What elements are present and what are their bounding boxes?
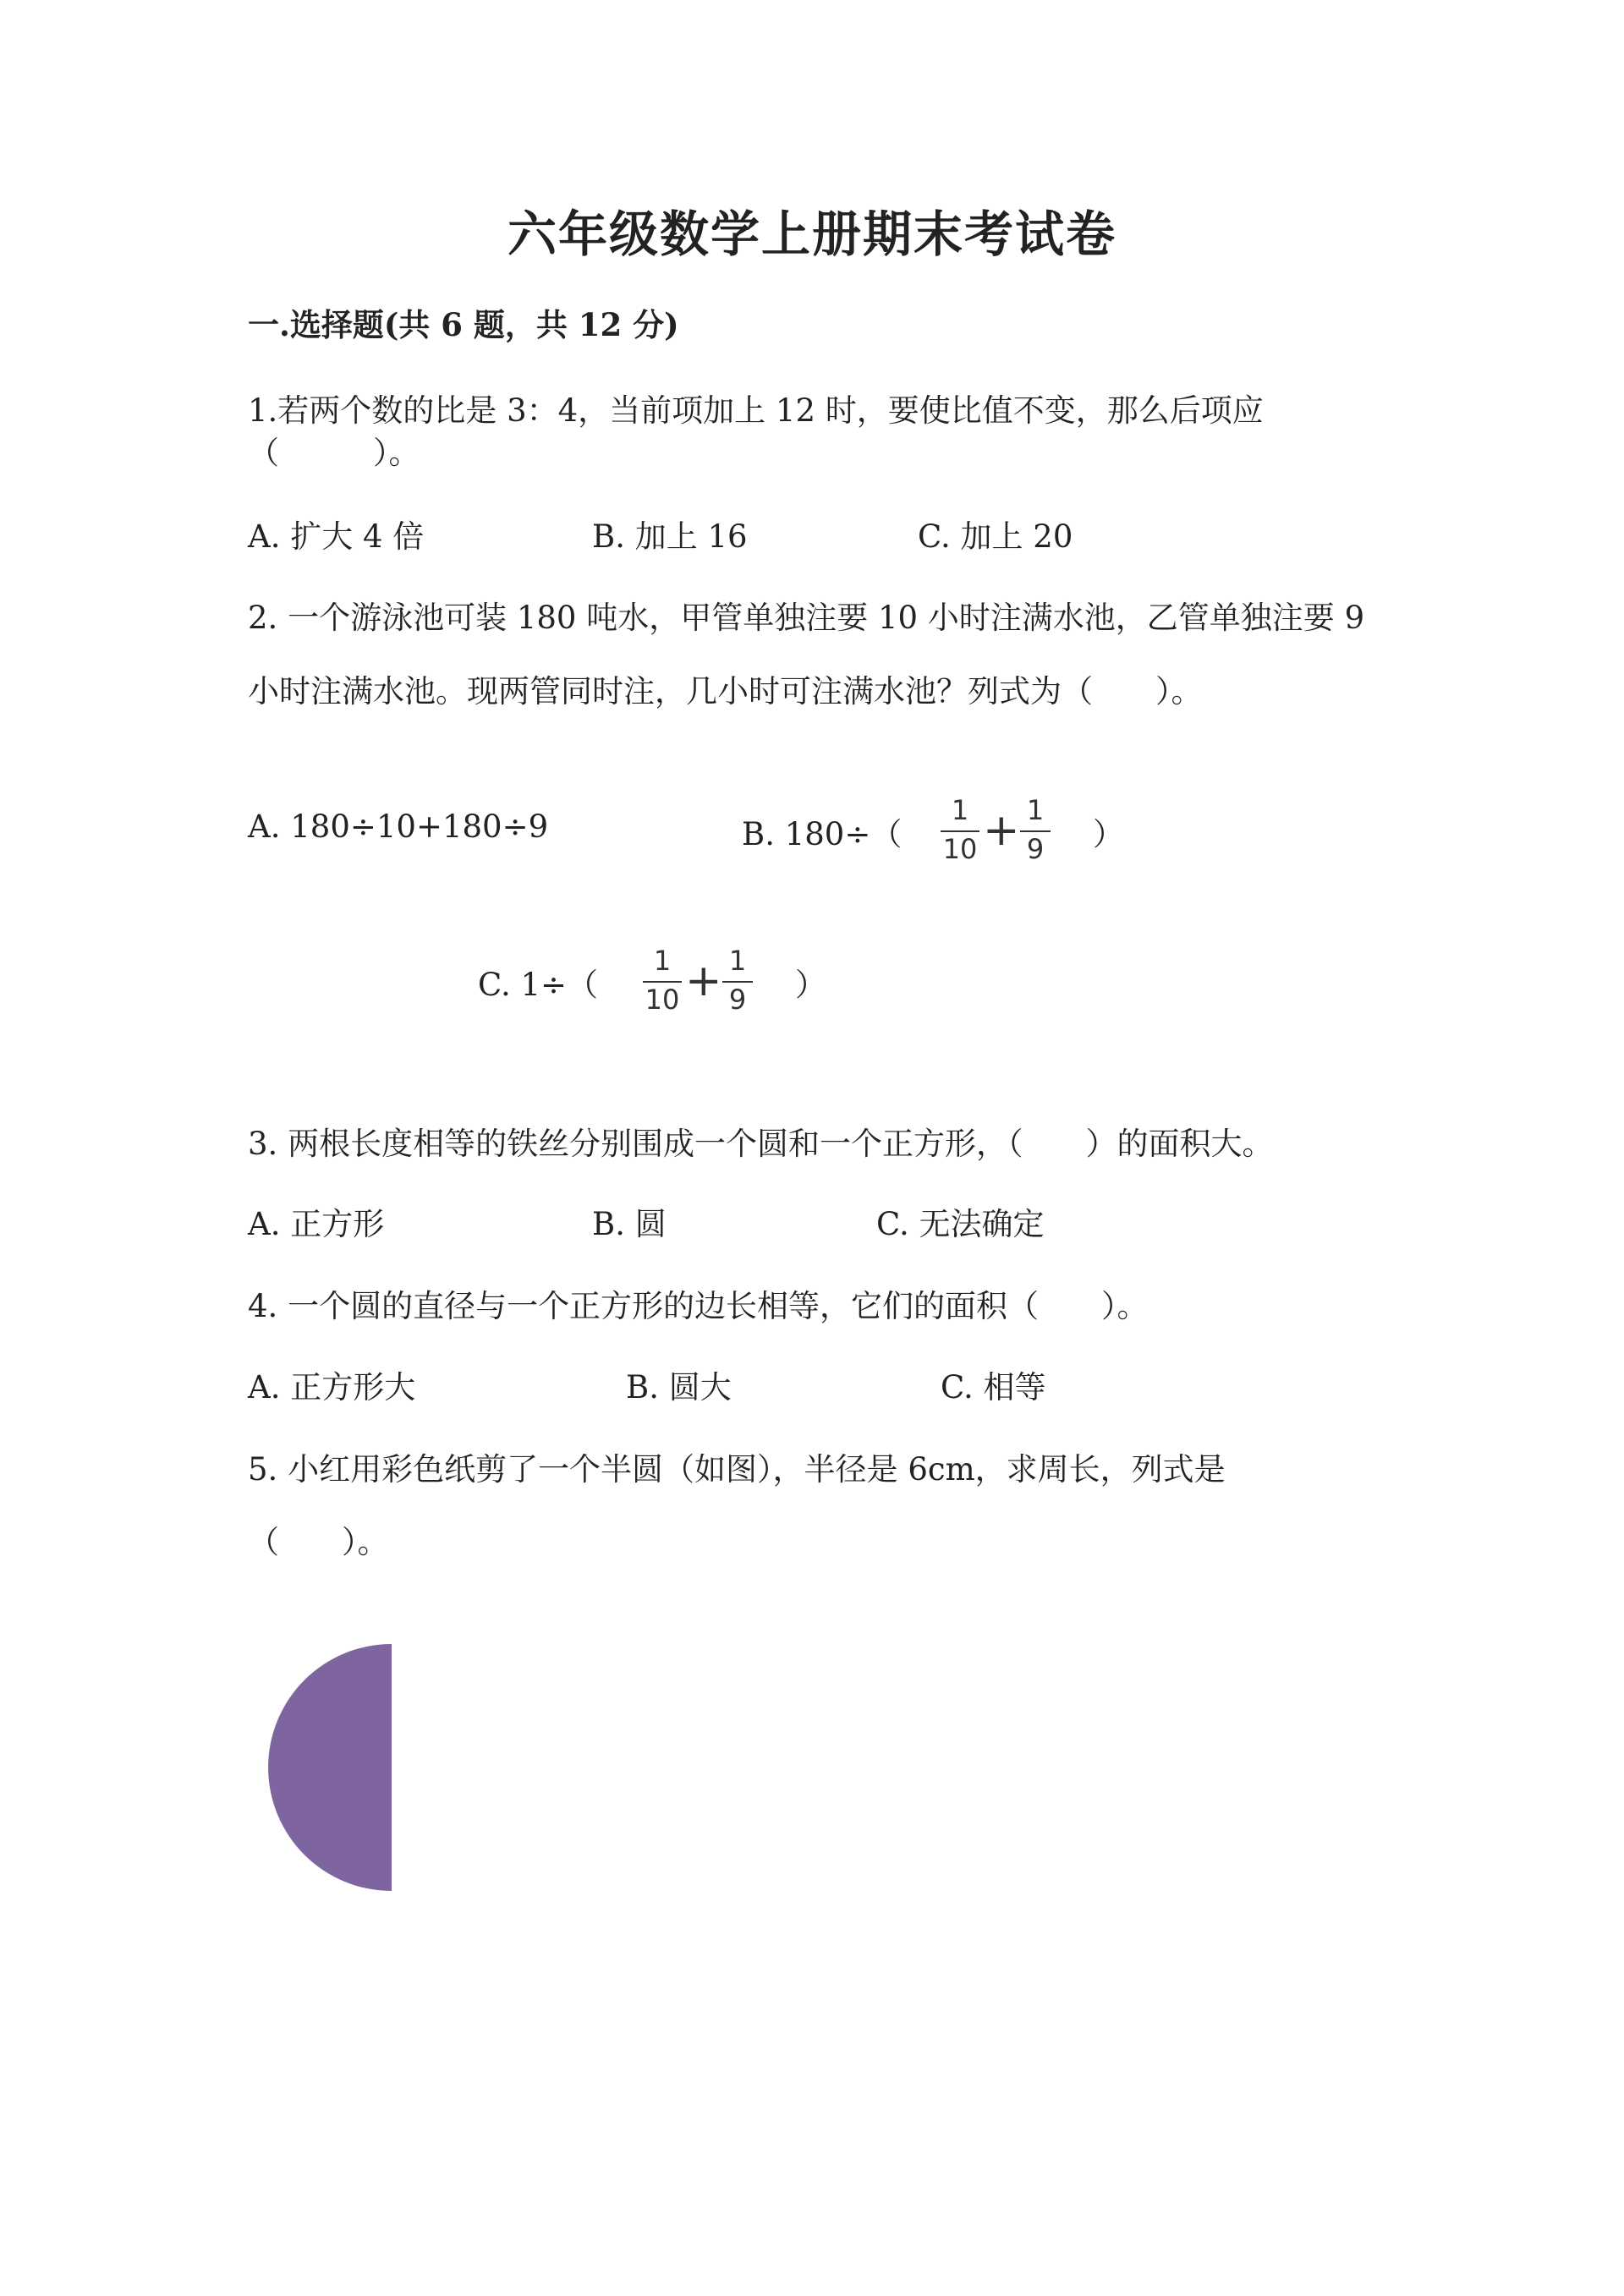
- fraction-numerator: 1: [1026, 794, 1045, 826]
- plus-sign: +: [983, 805, 1020, 856]
- question-5-blank: （ ）。: [248, 1524, 389, 1560]
- question-2-option-c: [478, 959, 598, 1005]
- fraction-denominator: 9: [728, 984, 747, 1016]
- question-2-option-b: [742, 808, 902, 854]
- question-4-option-c: C. 相等: [941, 1369, 1046, 1406]
- closing-paren: ）: [795, 967, 826, 1003]
- plus-sign: +: [685, 956, 722, 1006]
- fraction-one-ninth: [1018, 794, 1052, 865]
- fraction-numerator: 1: [728, 945, 747, 977]
- fraction-one-tenth: [939, 794, 981, 865]
- fraction-denominator: 10: [645, 984, 680, 1016]
- question-3-option-c: C. 无法确定: [876, 1206, 1045, 1242]
- question-4-option-a: A. 正方形大: [248, 1369, 416, 1406]
- question-4-option-b: B. 圆大: [626, 1369, 732, 1406]
- question-1-option-b: B. 加上 16: [592, 518, 748, 555]
- question-1-option-a: A. 扩大 4 倍: [248, 518, 425, 555]
- fraction-denominator: 9: [1026, 833, 1045, 865]
- option-c-prefix: C. 1÷（: [478, 967, 599, 1003]
- fraction-bar: [941, 830, 979, 832]
- semicircle-shape: [268, 1644, 392, 1891]
- question-3-option-a: A. 正方形: [248, 1206, 385, 1242]
- fraction-denominator: 10: [942, 833, 978, 865]
- question-2-text-continued: 小时注满水池。现两管同时注，几小时可注满水池？列式为（ ）。: [248, 673, 1203, 710]
- fraction-one-tenth: [641, 947, 683, 1015]
- page-title: 六年级数学上册期末考试卷: [507, 205, 1116, 263]
- fraction-bar: [722, 981, 753, 983]
- question-2-text: 2. 一个游泳池可装 180 吨水，甲管单独注要 10 小时注满水池，乙管单独注要 9: [248, 600, 1365, 636]
- fraction-one-ninth: [721, 947, 754, 1015]
- semicircle-figure: [262, 1641, 398, 1899]
- question-5-text: 5. 小红用彩色纸剪了一个半圆（如图），半径是 6cm，求周长，列式是: [248, 1451, 1226, 1488]
- section-heading: 一.选择题(共 6 题，共 12 分): [248, 306, 679, 343]
- fraction-bar: [1020, 830, 1051, 832]
- option-b-prefix: B. 180÷（: [742, 816, 903, 852]
- fraction-numerator: 1: [653, 945, 672, 977]
- question-3-option-b: B. 圆: [592, 1206, 667, 1242]
- question-1-text: 1.若两个数的比是 3：4，当前项加上 12 时，要使比值不变，那么后项应: [248, 392, 1264, 429]
- question-2-option-a: A. 180÷10+180÷9: [248, 808, 549, 845]
- fraction-numerator: 1: [951, 794, 969, 826]
- question-4-text: 4. 一个圆的直径与一个正方形的边长相等，它们的面积（ ）。: [248, 1288, 1149, 1324]
- question-1-blank: （ ）。: [248, 435, 420, 471]
- fraction-bar: [643, 981, 682, 983]
- closing-paren: ）: [1093, 816, 1124, 852]
- question-3-text: 3. 两根长度相等的铁丝分别围成一个圆和一个正方形，（ ）的面积大。: [248, 1126, 1274, 1162]
- question-1-option-c: C. 加上 20: [918, 518, 1073, 555]
